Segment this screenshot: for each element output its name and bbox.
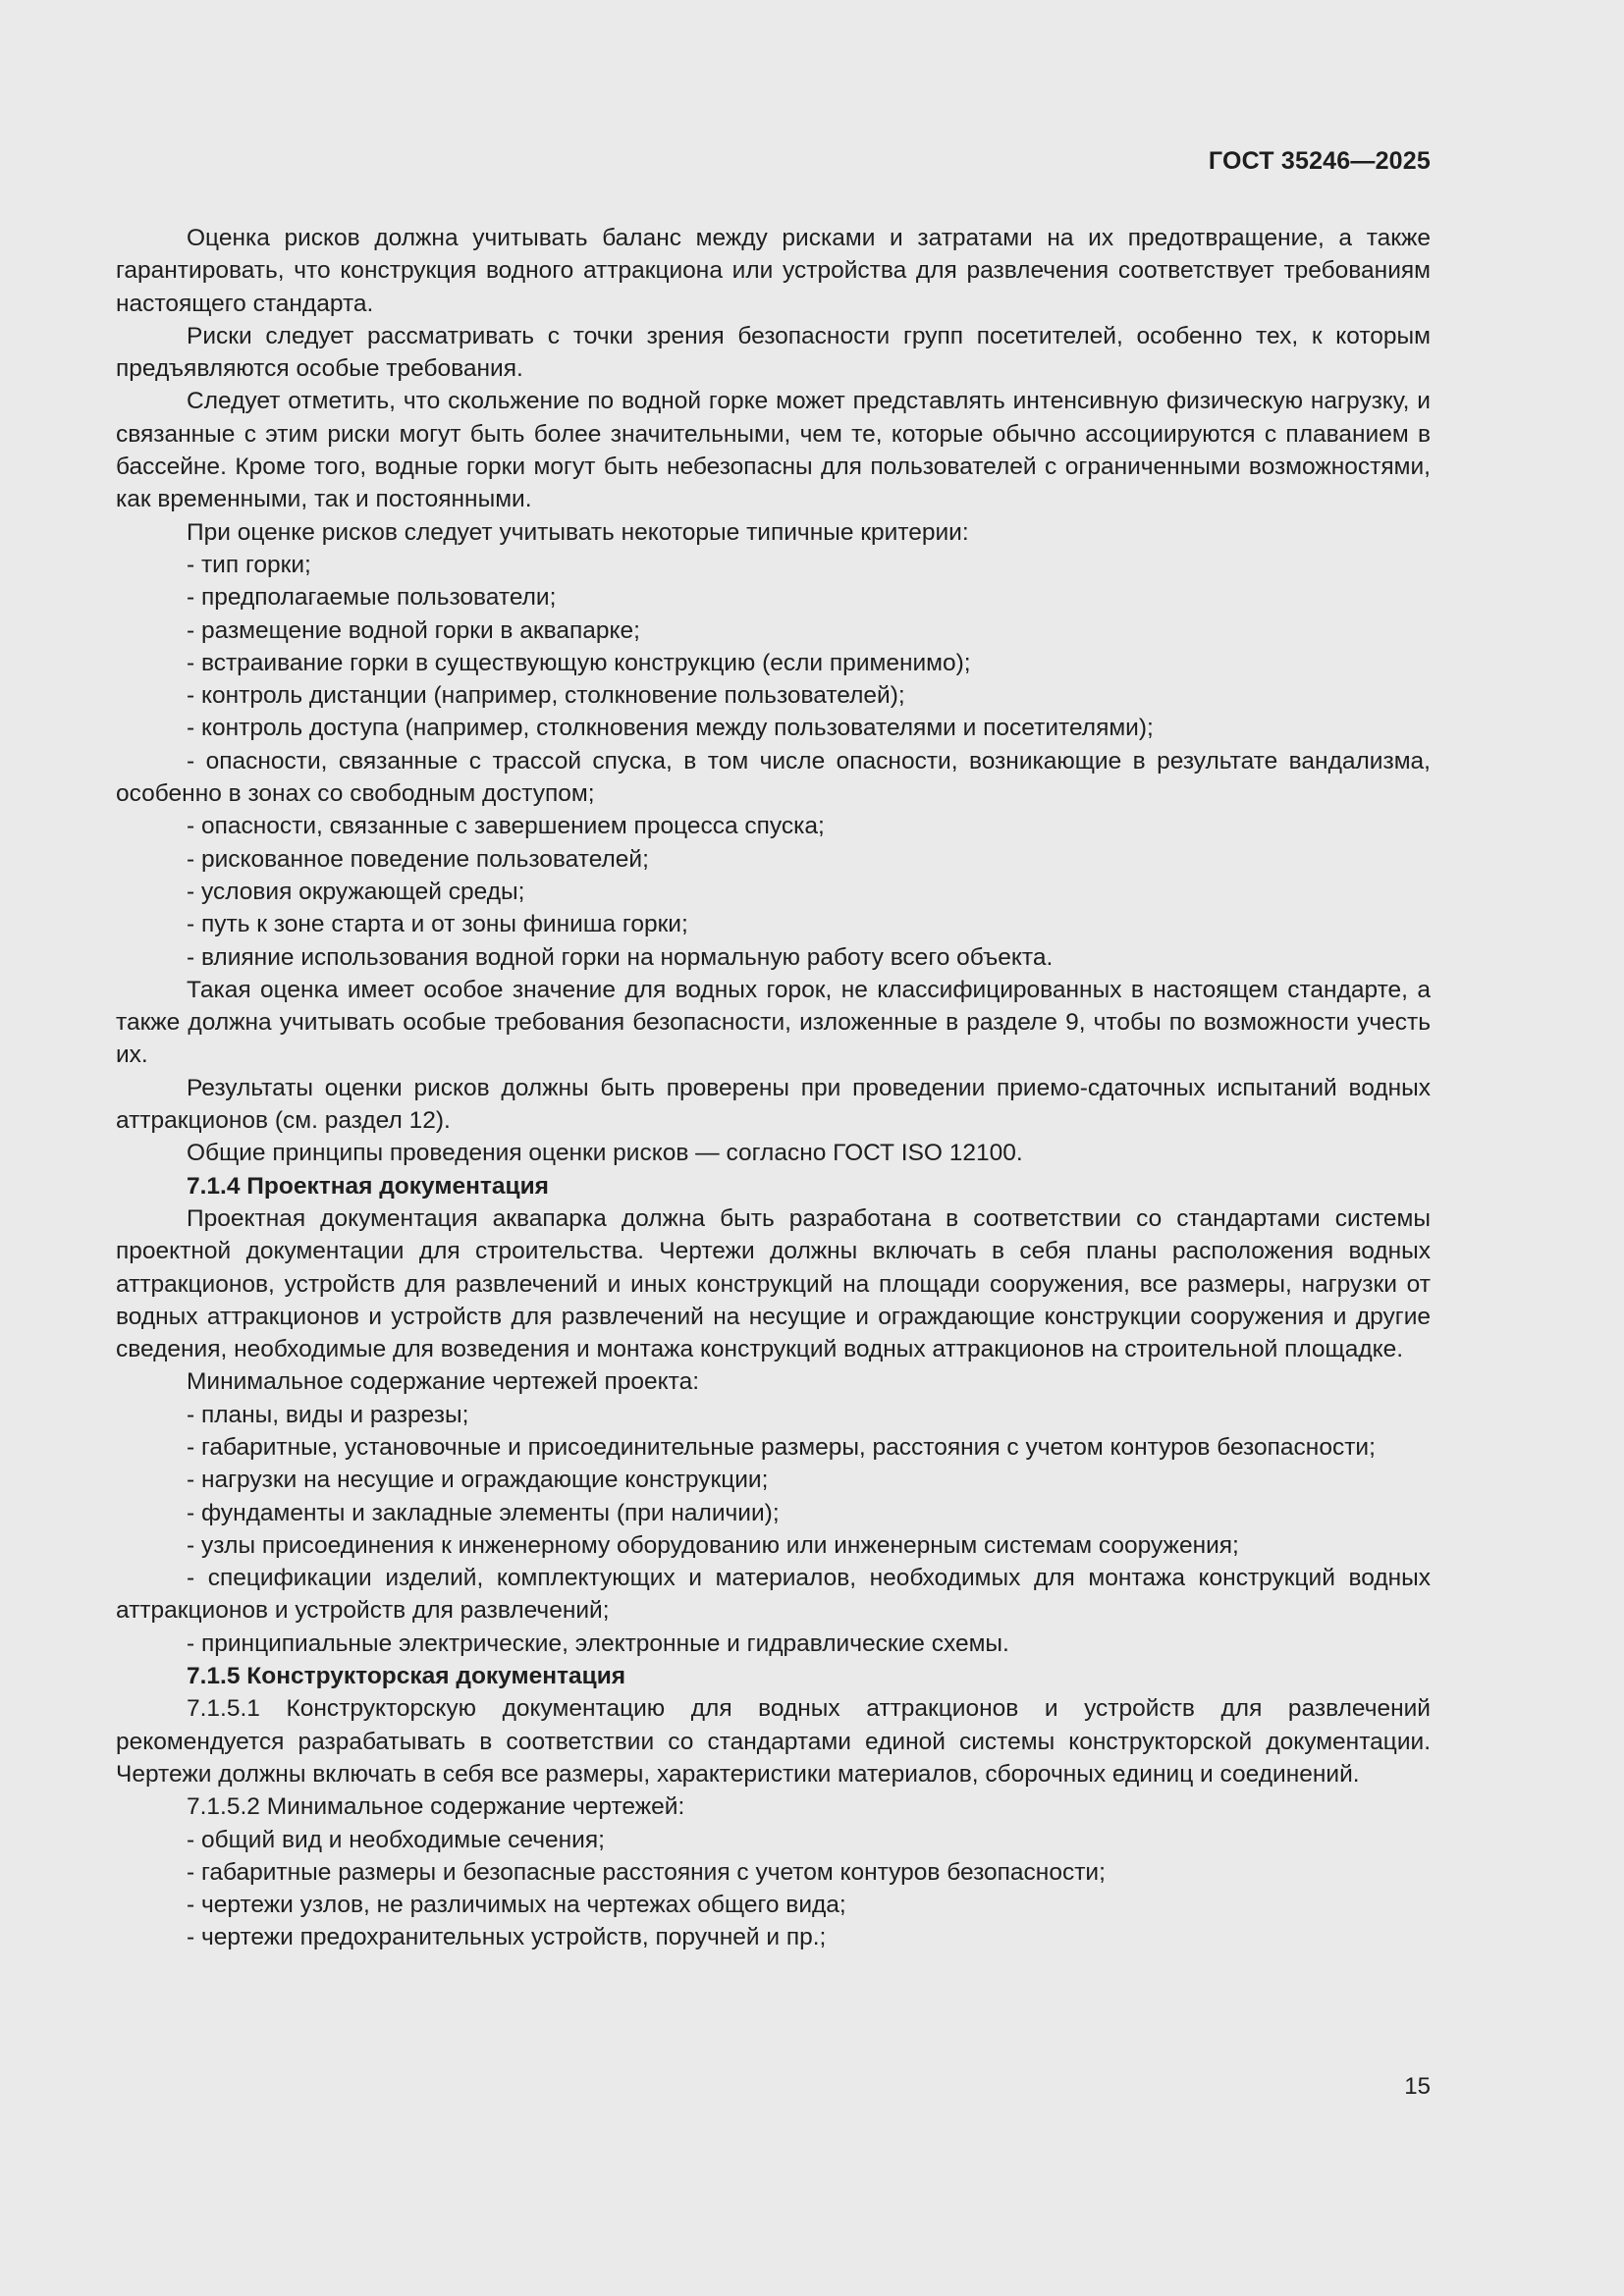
paragraph: Риски следует рассматривать с точки зрения безопасности групп посетителей, особенно тех, к которым предъявляются особые требования. (116, 322, 1431, 383)
list-item: - рискованное поведение пользователей; (187, 845, 649, 873)
section-heading: 7.1.4 Проектная документация (187, 1172, 549, 1200)
paragraph: Минимальное содержание чертежей проекта: (187, 1368, 700, 1396)
paragraph: Общие принципы проведения оценки рисков — согласно ГОСТ ISO 12100. (187, 1140, 1023, 1167)
paragraph: Следует отметить, что скольжение по водной горке может представлять интенсивную физическую нагрузку, и связанные с этим риски могут быть более значительными, чем те, которые обычно ассоциируются с плаванием в бассейне. Кроме того, водные горки могут быть небезопасны для пользователей с ограниченными возможностями, как временными, так и постоянными. (116, 388, 1431, 513)
list-item: - фундаменты и закладные элементы (при наличии); (187, 1499, 780, 1526)
paragraph: 7.1.5.1 Конструкторскую документацию для водных аттракционов и устройств для развлечений рекомендуется разрабатывать в соответствии со стандартами единой системы конструкторской документации. Чертежи должны включать в себя все размеры, характеристики материалов, сборочных единиц и соединений. (116, 1695, 1431, 1788)
list-item: - влияние использования водной горки на нормальную работу всего объекта. (187, 943, 1054, 971)
list-item: - размещение водной горки в аквапарке; (187, 616, 640, 644)
list-item: - общий вид и необходимые сечения; (187, 1826, 605, 1853)
list-item: - нагрузки на несущие и ограждающие конструкции; (187, 1467, 769, 1494)
page-number: 15 (1404, 2073, 1431, 2100)
list-item: - спецификации изделий, комплектующих и материалов, необходимых для монтажа конструкций водных аттракционов и устройств для развлечений; (116, 1565, 1431, 1625)
paragraph: Оценка рисков должна учитывать баланс между рисками и затратами на их предотвращение, а также гарантировать, что конструкция водного аттракциона или устройства для развлечения соответствует требованиям настоящего стандарта. (116, 225, 1431, 317)
section-heading: 7.1.5 Конструкторская документация (187, 1663, 626, 1690)
list-item: - чертежи узлов, не различимых на чертежах общего вида; (187, 1892, 846, 1919)
list-item: - контроль дистанции (например, столкновение пользователей); (187, 682, 905, 710)
list-item: - условия окружающей среды; (187, 878, 525, 905)
list-item: - принципиальные электрические, электронные и гидравлические схемы. (187, 1629, 1009, 1657)
document-body (116, 222, 1431, 1954)
list-item: - встраивание горки в существующую конструкцию (если применимо); (187, 649, 971, 676)
list-item: - габаритные размеры и безопасные расстояния с учетом контуров безопасности; (187, 1858, 1106, 1886)
list-item: - габаритные, установочные и присоединительные размеры, расстояния с учетом контуров безопасности; (187, 1433, 1376, 1461)
paragraph: Такая оценка имеет особое значение для водных горок, не классифицированных в настоящем стандарте, а также должна учитывать особые требования безопасности, изложенные в разделе 9, чтобы по возможности учесть их. (116, 976, 1431, 1069)
list-item: - опасности, связанные с завершением процесса спуска; (187, 813, 825, 840)
paragraph: При оценке рисков следует учитывать некоторые типичные критерии: (187, 518, 969, 546)
list-item: - опасности, связанные с трассой спуска, в том числе опасности, возникающие в результате вандализма, особенно в зонах со свободным доступом; (116, 747, 1431, 808)
list-item: - планы, виды и разрезы; (187, 1401, 469, 1428)
paragraph: Проектная документация аквапарка должна быть разработана в соответствии со стандартами системы проектной документации для строительства. Чертежи должны включать в себя планы расположения водных аттракционов, устройств для развлечений и иных конструкций на площади сооружения, все размеры, нагрузки от водных аттракционов и устройств для развлечений на несущие и ограждающие конструкции сооружения и другие сведения, необходимые для возведения и монтажа конструкций водных аттракционов на строительной площадке. (116, 1204, 1431, 1363)
list-item: - тип горки; (187, 551, 311, 578)
list-item: - путь к зоне старта и от зоны финиша горки; (187, 911, 688, 938)
list-item: - узлы присоединения к инженерному оборудованию или инженерным системам сооружения; (187, 1531, 1239, 1559)
list-item: - предполагаемые пользователи; (187, 584, 557, 612)
list-item: - чертежи предохранительных устройств, поручней и пр.; (187, 1924, 827, 1951)
paragraph: Результаты оценки рисков должны быть проверены при проведении приемо-сдаточных испытаний водных аттракционов (см. раздел 12). (116, 1074, 1431, 1135)
paragraph: 7.1.5.2 Минимальное содержание чертежей: (187, 1793, 685, 1821)
list-item: - контроль доступа (например, столкновения между пользователями и посетителями); (187, 715, 1154, 742)
document-code-header: ГОСТ 35246—2025 (1208, 147, 1431, 175)
